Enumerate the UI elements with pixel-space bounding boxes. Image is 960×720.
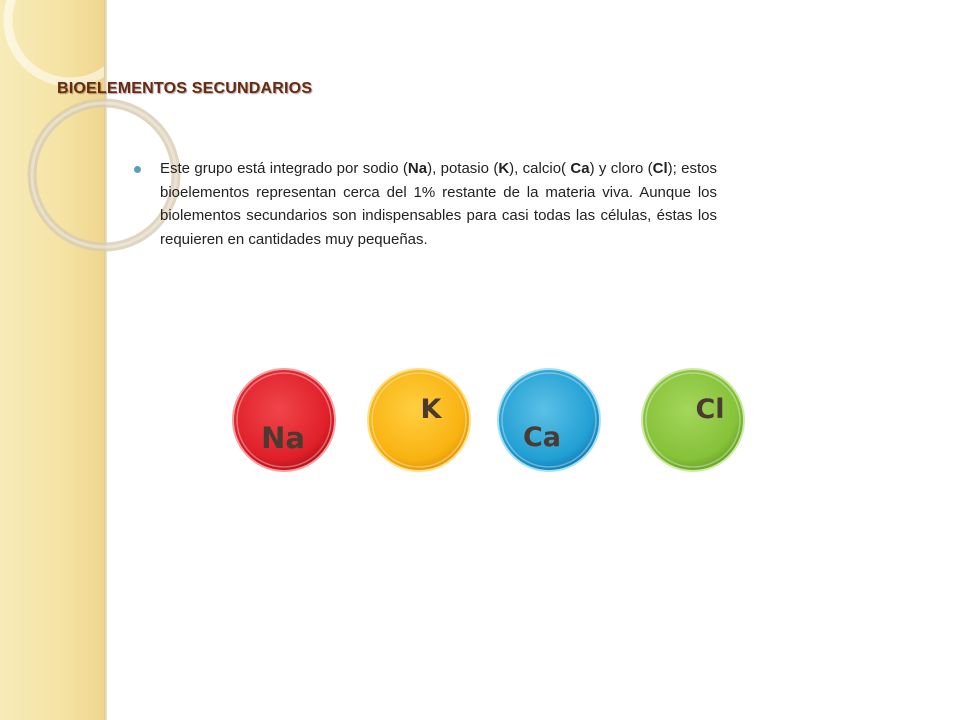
text-part: ), calcio( — [509, 160, 571, 177]
sphere-na-label: Na — [261, 421, 305, 455]
symbol-na: Na — [407, 160, 428, 177]
sphere-k — [368, 369, 470, 471]
sphere-ca-label: Ca — [522, 422, 562, 453]
slide-title: BIOELEMENTOS SECUNDARIOS — [57, 80, 313, 97]
sphere-k-label: K — [420, 394, 442, 425]
text-part: ) y cloro ( — [589, 160, 653, 177]
symbol-ca: Ca — [570, 160, 590, 177]
sphere-na — [233, 369, 335, 471]
text-part: ), potasio ( — [427, 160, 499, 177]
sphere-cl — [642, 369, 744, 471]
text-part: ); estos bioelementos representan cerca del 1% restante de la materia viva. Aunque los biolementos secundarios son indispensables para casi todas las células, éstas los requieren en cantidades muy pequeñas. — [160, 160, 718, 248]
sphere-ca — [498, 369, 600, 471]
text-part: Este grupo está integrado por sodio ( — [160, 160, 408, 177]
symbol-cl: Cl — [652, 160, 668, 177]
sphere-cl-label: Cl — [695, 394, 725, 425]
symbol-k: K — [498, 160, 510, 177]
